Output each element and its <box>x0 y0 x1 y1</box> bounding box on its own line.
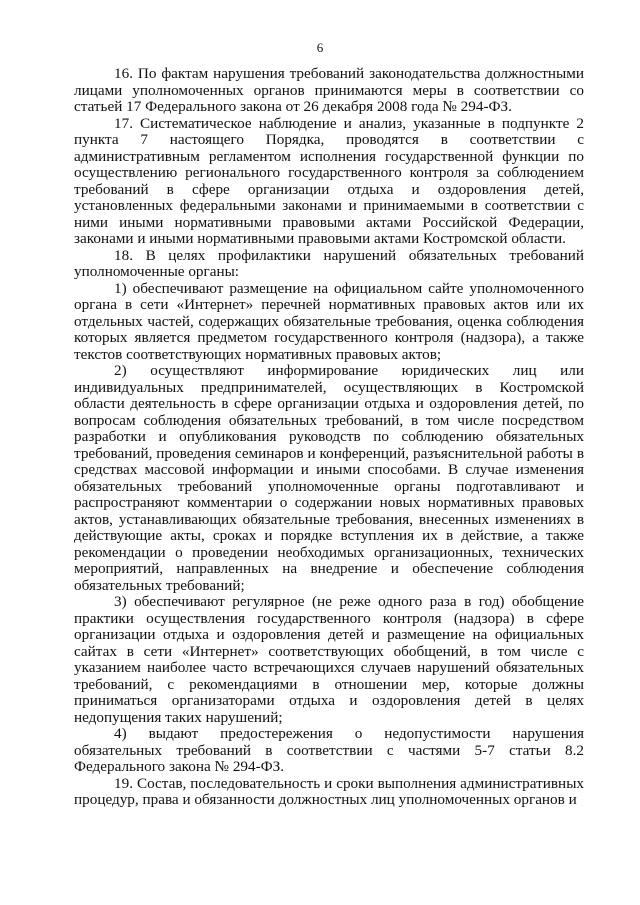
paragraph-18-item-4: 4) выдают предостережения о недопустимости нарушения обязательных требований в соответствии с частями 5-7 статьи 8.2 Федерального закона № 294-ФЗ. <box>74 725 584 775</box>
paragraph-16: 16. По фактам нарушения требований законодательства должностными лицами уполномоченных органов принимаются меры в соответствии со статьей 17 Федерального закона от 26 декабря 2008 года № 294-ФЗ. <box>74 65 584 115</box>
paragraph-19: 19. Состав, последовательность и сроки выполнения административных процедур, права и обязанности должностных лиц уполномоченных органов и <box>74 774 584 808</box>
paragraph-18-item-2: 2) осуществляют информирование юридических лиц или индивидуальных предпринимателей, осуществляющих в Костромской области деятельность в сфере организации отдыха и оздоровления детей, по вопросам соблюдения обязательных требований, в том числе посредством разработки и опубликования руководств по соблюдению обязательных требований, проведения семинаров и конференций, разъяснительной работы в средствах массовой информации и иными способами. В случае изменения обязательных требований уполномоченные органы подготавливают и распространяют комментарии о содержании новых нормативных правовых актов, устанавливающих обязательные требования, внесенных изменениях в действующие акты, сроках и порядке вступления их в действие, а также рекомендации о проведении необходимых организационных, технических мероприятий, направленных на внедрение и обеспечение соблюдения обязательных требований; <box>74 362 584 594</box>
paragraph-18: 18. В целях профилактики нарушений обязательных требований уполномоченные органы: <box>74 246 584 280</box>
paragraph-18-item-1: 1) обеспечивают размещение на официальном сайте уполномоченного органа в сети «Интернет» перечней нормативных правовых актов или их отдельных частей, содержащих обязательные требования, оценка соблюдения которых является предметом государственного контроля (надзора), а также текстов соответствующих нормативных правовых актов; <box>74 279 584 363</box>
paragraph-18-item-3: 3) обеспечивают регулярное (не реже одного раза в год) обобщение практики осуществления государственного контроля (надзора) в сфере организации отдыха и оздоровления детей и размещение на официальных сайтах в сети «Интернет» соответствующих обобщений, в том числе с указанием наиболее часто встречающихся случаев нарушений обязательных требований, с рекомендациями в отношении мер, которые должны приниматься организаторами отдыха и оздоровления детей в целях недопущения таких нарушений; <box>74 593 584 726</box>
paragraph-17: 17. Систематическое наблюдение и анализ, указанные в подпункте 2 пункта 7 настоящего Порядка, проводятся в соответствии с административным регламентом исполнения государственной функции по осуществлению регионального государственного контроля за соблюдением требований в сфере организации отдыха и оздоровления детей, установленных федеральными законами и принимаемыми в соответствии с ними иными нормативными правовыми актами Российской Федерации, законами и иными нормативными правовыми актами Костромской области. <box>74 114 584 247</box>
document-body <box>74 66 584 809</box>
page-number: 6 <box>316 40 324 55</box>
